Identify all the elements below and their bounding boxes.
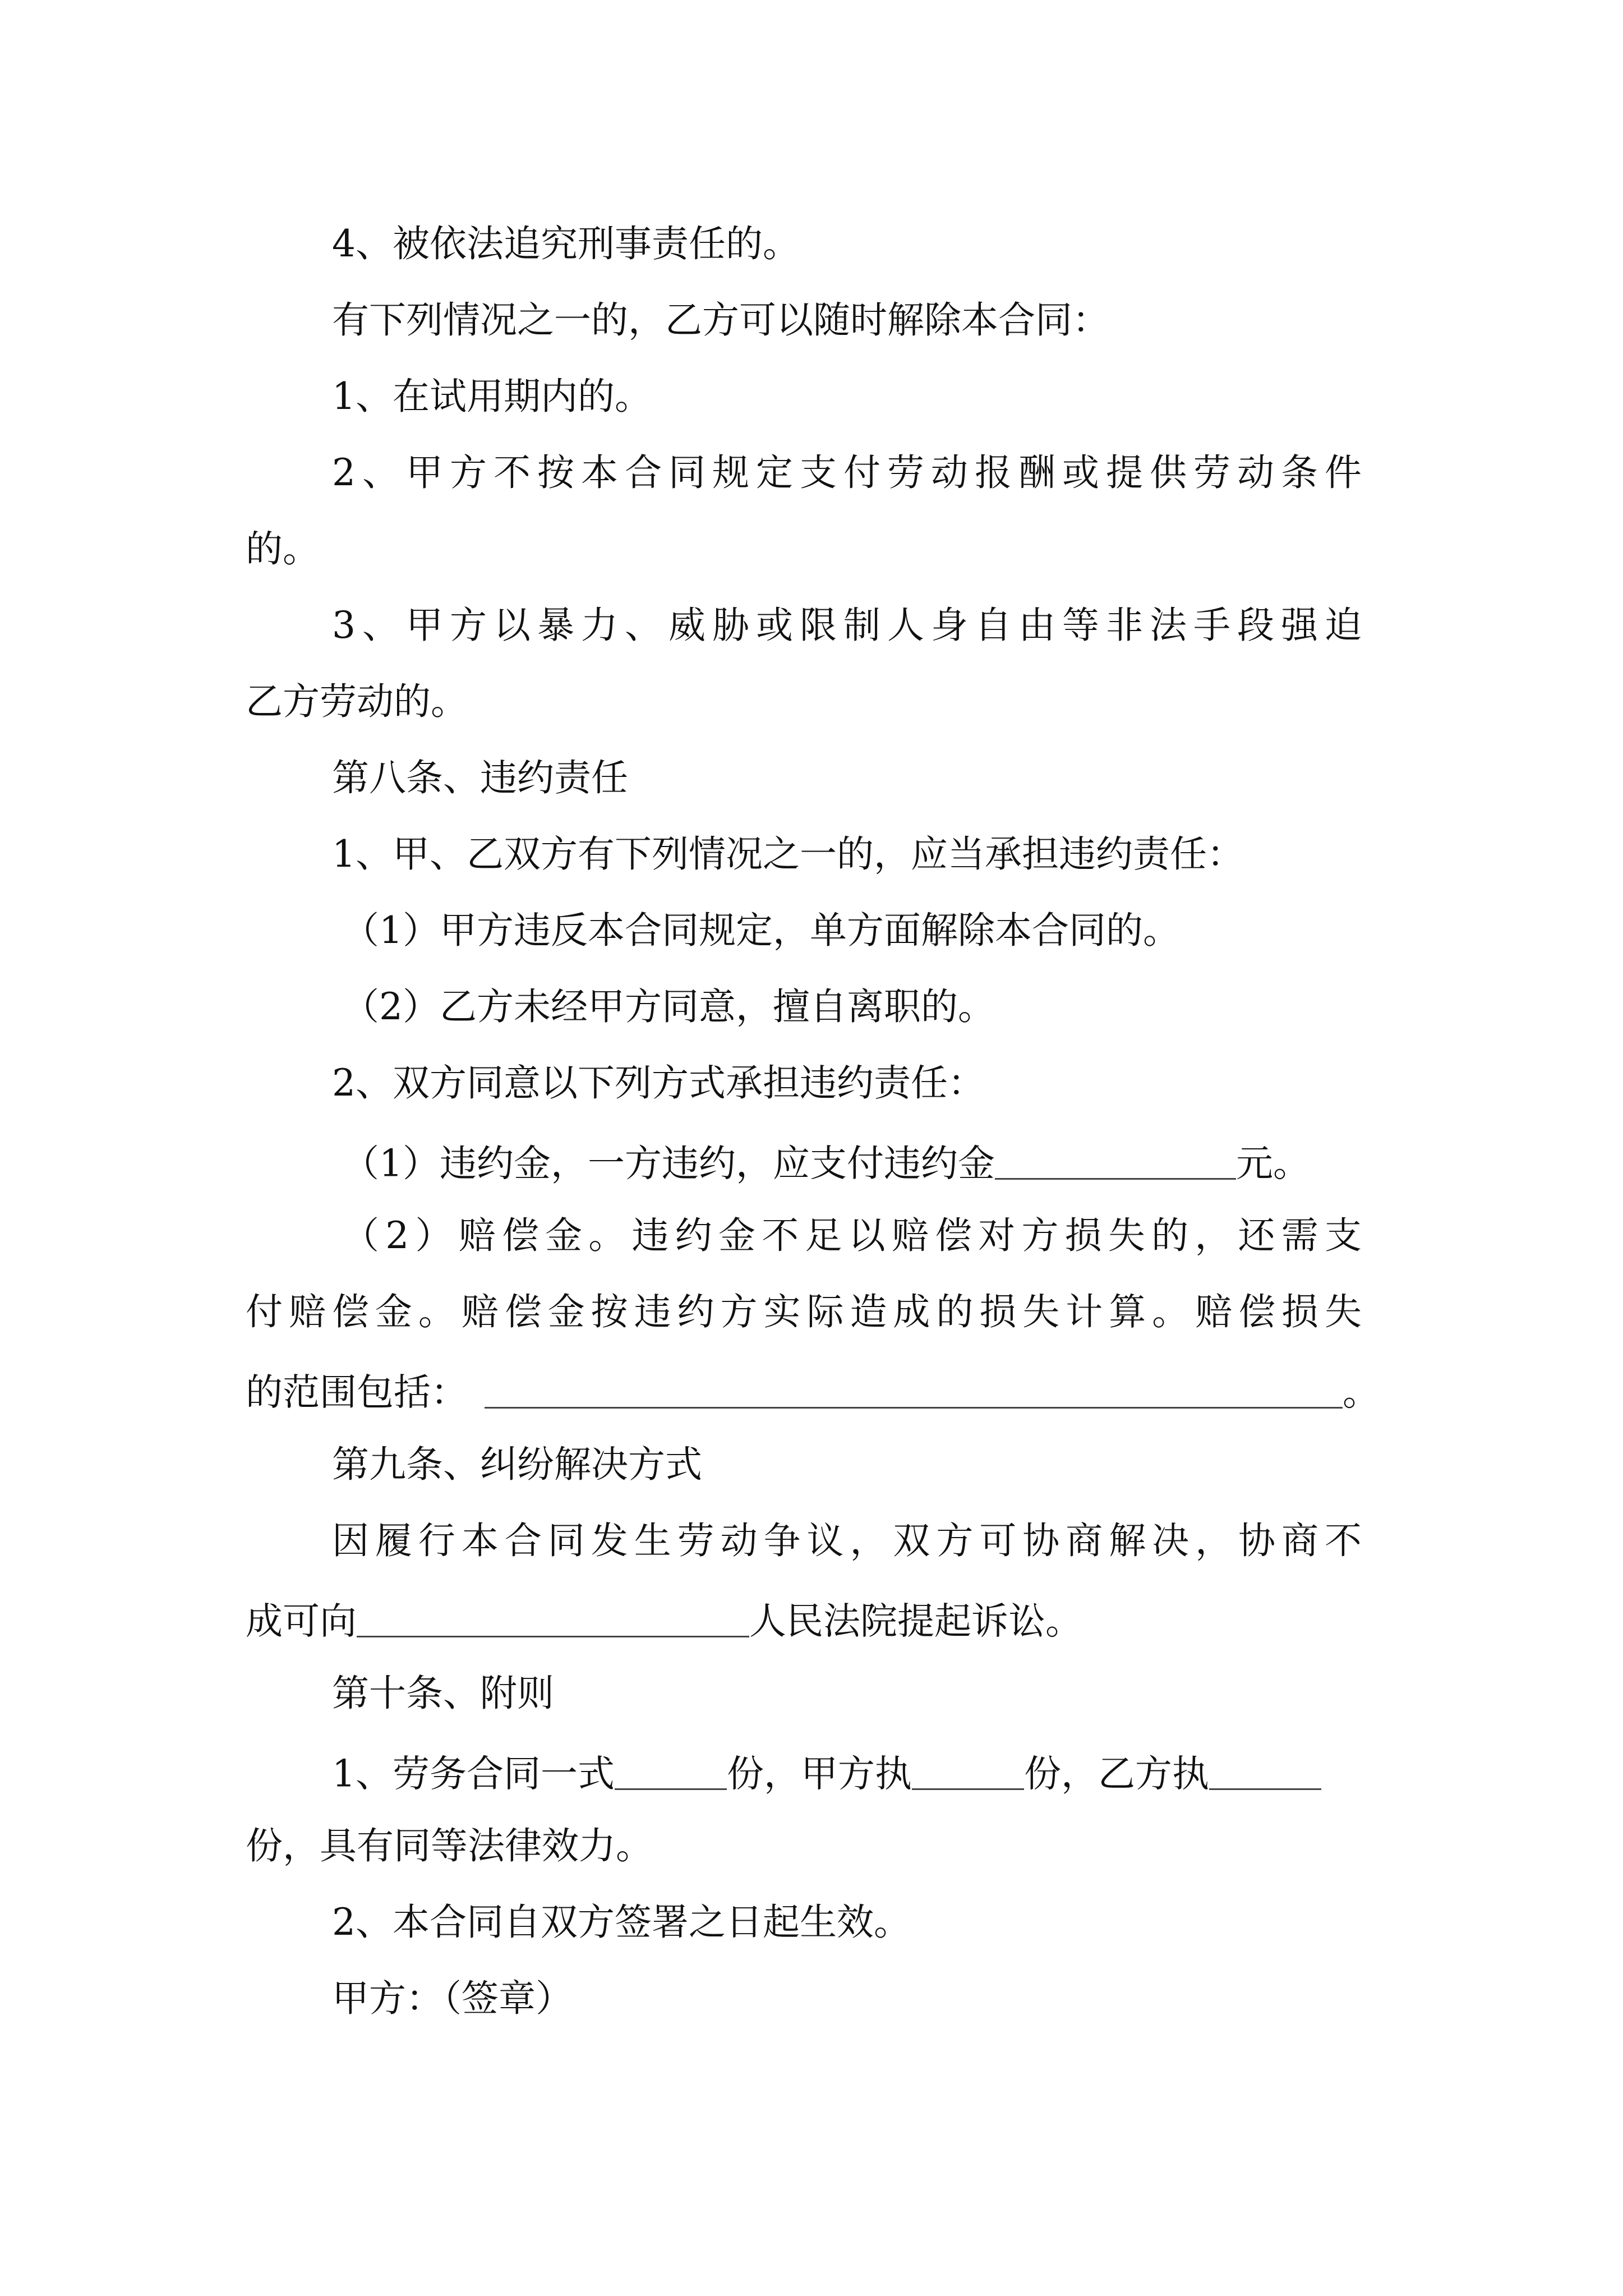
clause-text: 的范围包括： [246, 1370, 468, 1414]
penalty-amount-blank [995, 1141, 1236, 1180]
clause-line: 4、被依法追究刑事责任的。 [332, 222, 800, 265]
clause-line: 3、甲方以暴力、威胁或限制人身自由等非法手段强迫 [332, 604, 1362, 647]
clause-line: （2）乙方未经甲方同意，擅自离职的。 [342, 985, 995, 1028]
clause-line [246, 1599, 1082, 1643]
compensation-scope-blank [485, 1370, 1343, 1409]
clause-line: 1、在试用期内的。 [332, 375, 652, 418]
clause-line: 乙方劳动的。 [246, 680, 468, 723]
clause-text: 人民法院提起诉讼。 [749, 1599, 1082, 1643]
copies-party-b-blank [1209, 1751, 1321, 1790]
clause-line: 2、双方同意以下列方式承担违约责任： [332, 1061, 985, 1105]
clause-line: 的。 [246, 527, 320, 570]
clause-line [342, 1141, 1310, 1185]
section-heading: 第十条、附则 [332, 1672, 554, 1715]
court-name-blank [357, 1599, 749, 1637]
clause-line: 付赔偿金。赔偿金按违约方实际造成的损失计算。赔偿损失 [246, 1290, 1362, 1333]
clause-text: 1、劳务合同一式 [332, 1752, 615, 1796]
clause-text: （1）违约金，一方违约，应支付违约金 [342, 1142, 995, 1185]
clause-line [332, 1751, 1321, 1796]
clause-line [246, 1370, 1380, 1414]
clause-text: 成可向 [246, 1599, 357, 1643]
clause-text: 份，乙方执 [1024, 1752, 1209, 1796]
clause-line: 2、本合同自双方签署之日起生效。 [332, 1901, 911, 1944]
clause-text: 元。 [1236, 1142, 1310, 1185]
clause-text: 。 [1343, 1370, 1380, 1414]
section-heading: 第八条、违约责任 [332, 756, 628, 799]
clause-line: 因履行本合同发生劳动争议，双方可协商解决，协商不 [332, 1519, 1362, 1562]
clause-line: （1）甲方违反本合同规定，单方面解除本合同的。 [342, 909, 1180, 952]
clause-line: （2）赔偿金。违约金不足以赔偿对方损失的，还需支 [342, 1214, 1362, 1257]
copies-total-blank [615, 1751, 727, 1790]
signature-label: 甲方：（签章） [332, 1977, 573, 2020]
clause-line: 有下列情况之一的，乙方可以随时解除本合同： [332, 298, 1109, 342]
clause-text: 份，甲方执 [727, 1752, 912, 1796]
clause-line: 1、甲、乙双方有下列情况之一的，应当承担违约责任： [332, 832, 1244, 876]
clause-line: 2、甲方不按本合同规定支付劳动报酬或提供劳动条件 [332, 451, 1362, 494]
copies-party-a-blank [912, 1751, 1024, 1790]
clause-line: 份，具有同等法律效力。 [246, 1824, 653, 1867]
section-heading: 第九条、纠纷解决方式 [332, 1443, 702, 1486]
